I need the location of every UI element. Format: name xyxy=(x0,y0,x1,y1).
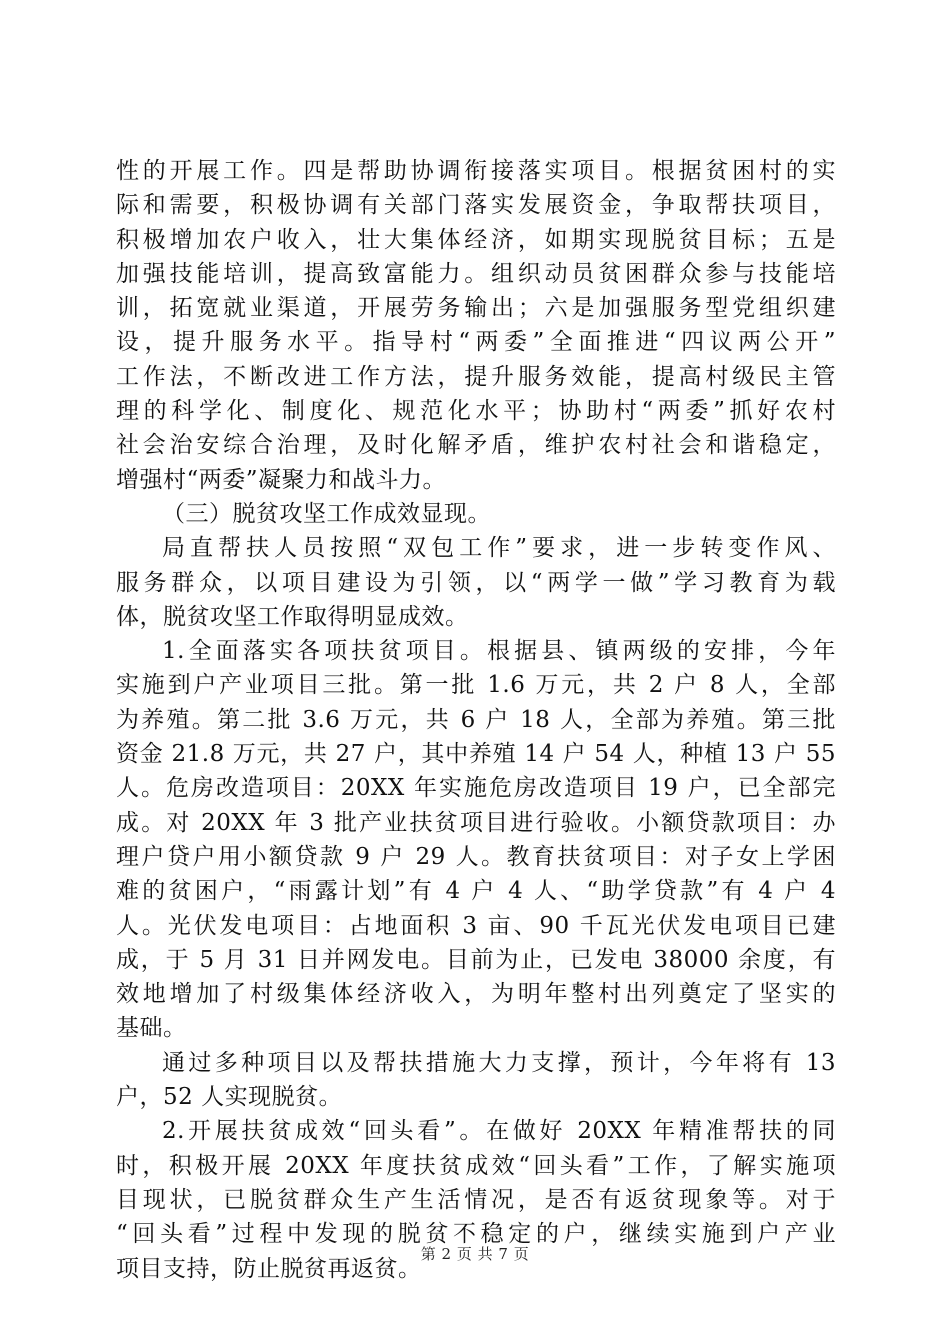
text-line: 目现状，已脱贫群众生产生活情况，是否有返贫现象等。对于 xyxy=(116,1186,836,1213)
text-line: 人。危房改造项目：20XX 年实施危房改造项目 19 户，已全部完 xyxy=(116,775,836,802)
text-line: 成。对 20XX 年 3 批产业扶贫项目进行验收。小额贷款项目：办 xyxy=(116,809,836,836)
text-line: 基础。 xyxy=(116,1015,187,1042)
text-line: 效地增加了村级集体经济收入，为明年整村出列奠定了坚实的 xyxy=(116,981,836,1008)
text-line: 成，于 5 月 31 日并网发电。目前为止，已发电 38000 余度，有 xyxy=(116,946,836,973)
section-heading: （三）脱贫攻坚工作成效显现。 xyxy=(162,500,491,527)
text-line: 项目支持，防止脱贫再返贫。 xyxy=(116,1255,422,1282)
text-line: 训，拓宽就业渠道，开展劳务输出；六是加强服务型党组织建 xyxy=(116,295,836,322)
body-text xyxy=(116,154,836,1286)
text-line: 积极增加农户收入，壮大集体经济，如期实现脱贫目标；五是 xyxy=(116,226,836,253)
text-line: 服务群众，以项目建设为引领，以“两学一做”学习教育为载 xyxy=(116,569,836,596)
text-line: 户，52 人实现脱贫。 xyxy=(116,1084,343,1111)
text-line: 体，脱贫攻坚工作取得明显成效。 xyxy=(116,603,469,630)
text-line: 理户贷户用小额贷款 9 户 29 人。教育扶贫项目：对子女上学困 xyxy=(116,843,836,870)
text-line: 实施到户产业项目三批。第一批 1.6 万元，共 2 户 8 人，全部 xyxy=(116,672,836,699)
text-line: 人。光伏发电项目：占地面积 3 亩、90 千瓦光伏发电项目已建 xyxy=(116,912,836,939)
text-line: 资金 21.8 万元，共 27 户，其中养殖 14 户 54 人，种植 13 户 55 xyxy=(116,741,836,768)
text-line: 时，积极开展 20XX 年度扶贫成效“回头看”工作，了解实施项 xyxy=(116,1152,836,1179)
text-line: 1.全面落实各项扶贫项目。根据县、镇两级的安排，今年 xyxy=(162,638,836,665)
text-line: 性的开展工作。四是帮助协调衔接落实项目。根据贫困村的实 xyxy=(116,158,836,184)
text-line: 局直帮扶人员按照“双包工作”要求，进一步转变作风、 xyxy=(162,535,836,562)
text-line: “回头看”过程中发现的脱贫不稳定的户，继续实施到户产业 xyxy=(116,1221,836,1248)
text-line: 工作法，不断改进工作方法，提升服务效能，提高村级民主管 xyxy=(116,363,836,390)
text-line: 社会治安综合治理，及时化解矛盾，维护农村社会和谐稳定， xyxy=(116,432,836,459)
text-line: 为养殖。第二批 3.6 万元，共 6 户 18 人，全部为养殖。第三批 xyxy=(116,706,836,733)
page-footer: 第 2 页 共 7 页 xyxy=(420,1245,530,1263)
text-line: 际和需要，积极协调有关部门落实发展资金，争取帮扶项目， xyxy=(116,192,836,219)
text-line: 通过多种项目以及帮扶措施大力支撑，预计，今年将有 13 xyxy=(162,1049,836,1076)
text-line: 设，提升服务水平。指导村“两委”全面推进“四议两公开” xyxy=(116,329,836,356)
text-line: 加强技能培训，提高致富能力。组织动员贫困群众参与技能培 xyxy=(116,260,836,287)
text-line: 增强村“两委”凝聚力和战斗力。 xyxy=(116,466,447,493)
text-line: 理的科学化、制度化、规范化水平；协助村“两委”抓好农村 xyxy=(116,398,836,425)
text-line: 2.开展扶贫成效“回头看”。在做好 20XX 年精准帮扶的同 xyxy=(162,1118,836,1145)
text-line: 难的贫困户，“雨露计划”有 4 户 4 人、“助学贷款”有 4 户 4 xyxy=(116,878,836,905)
